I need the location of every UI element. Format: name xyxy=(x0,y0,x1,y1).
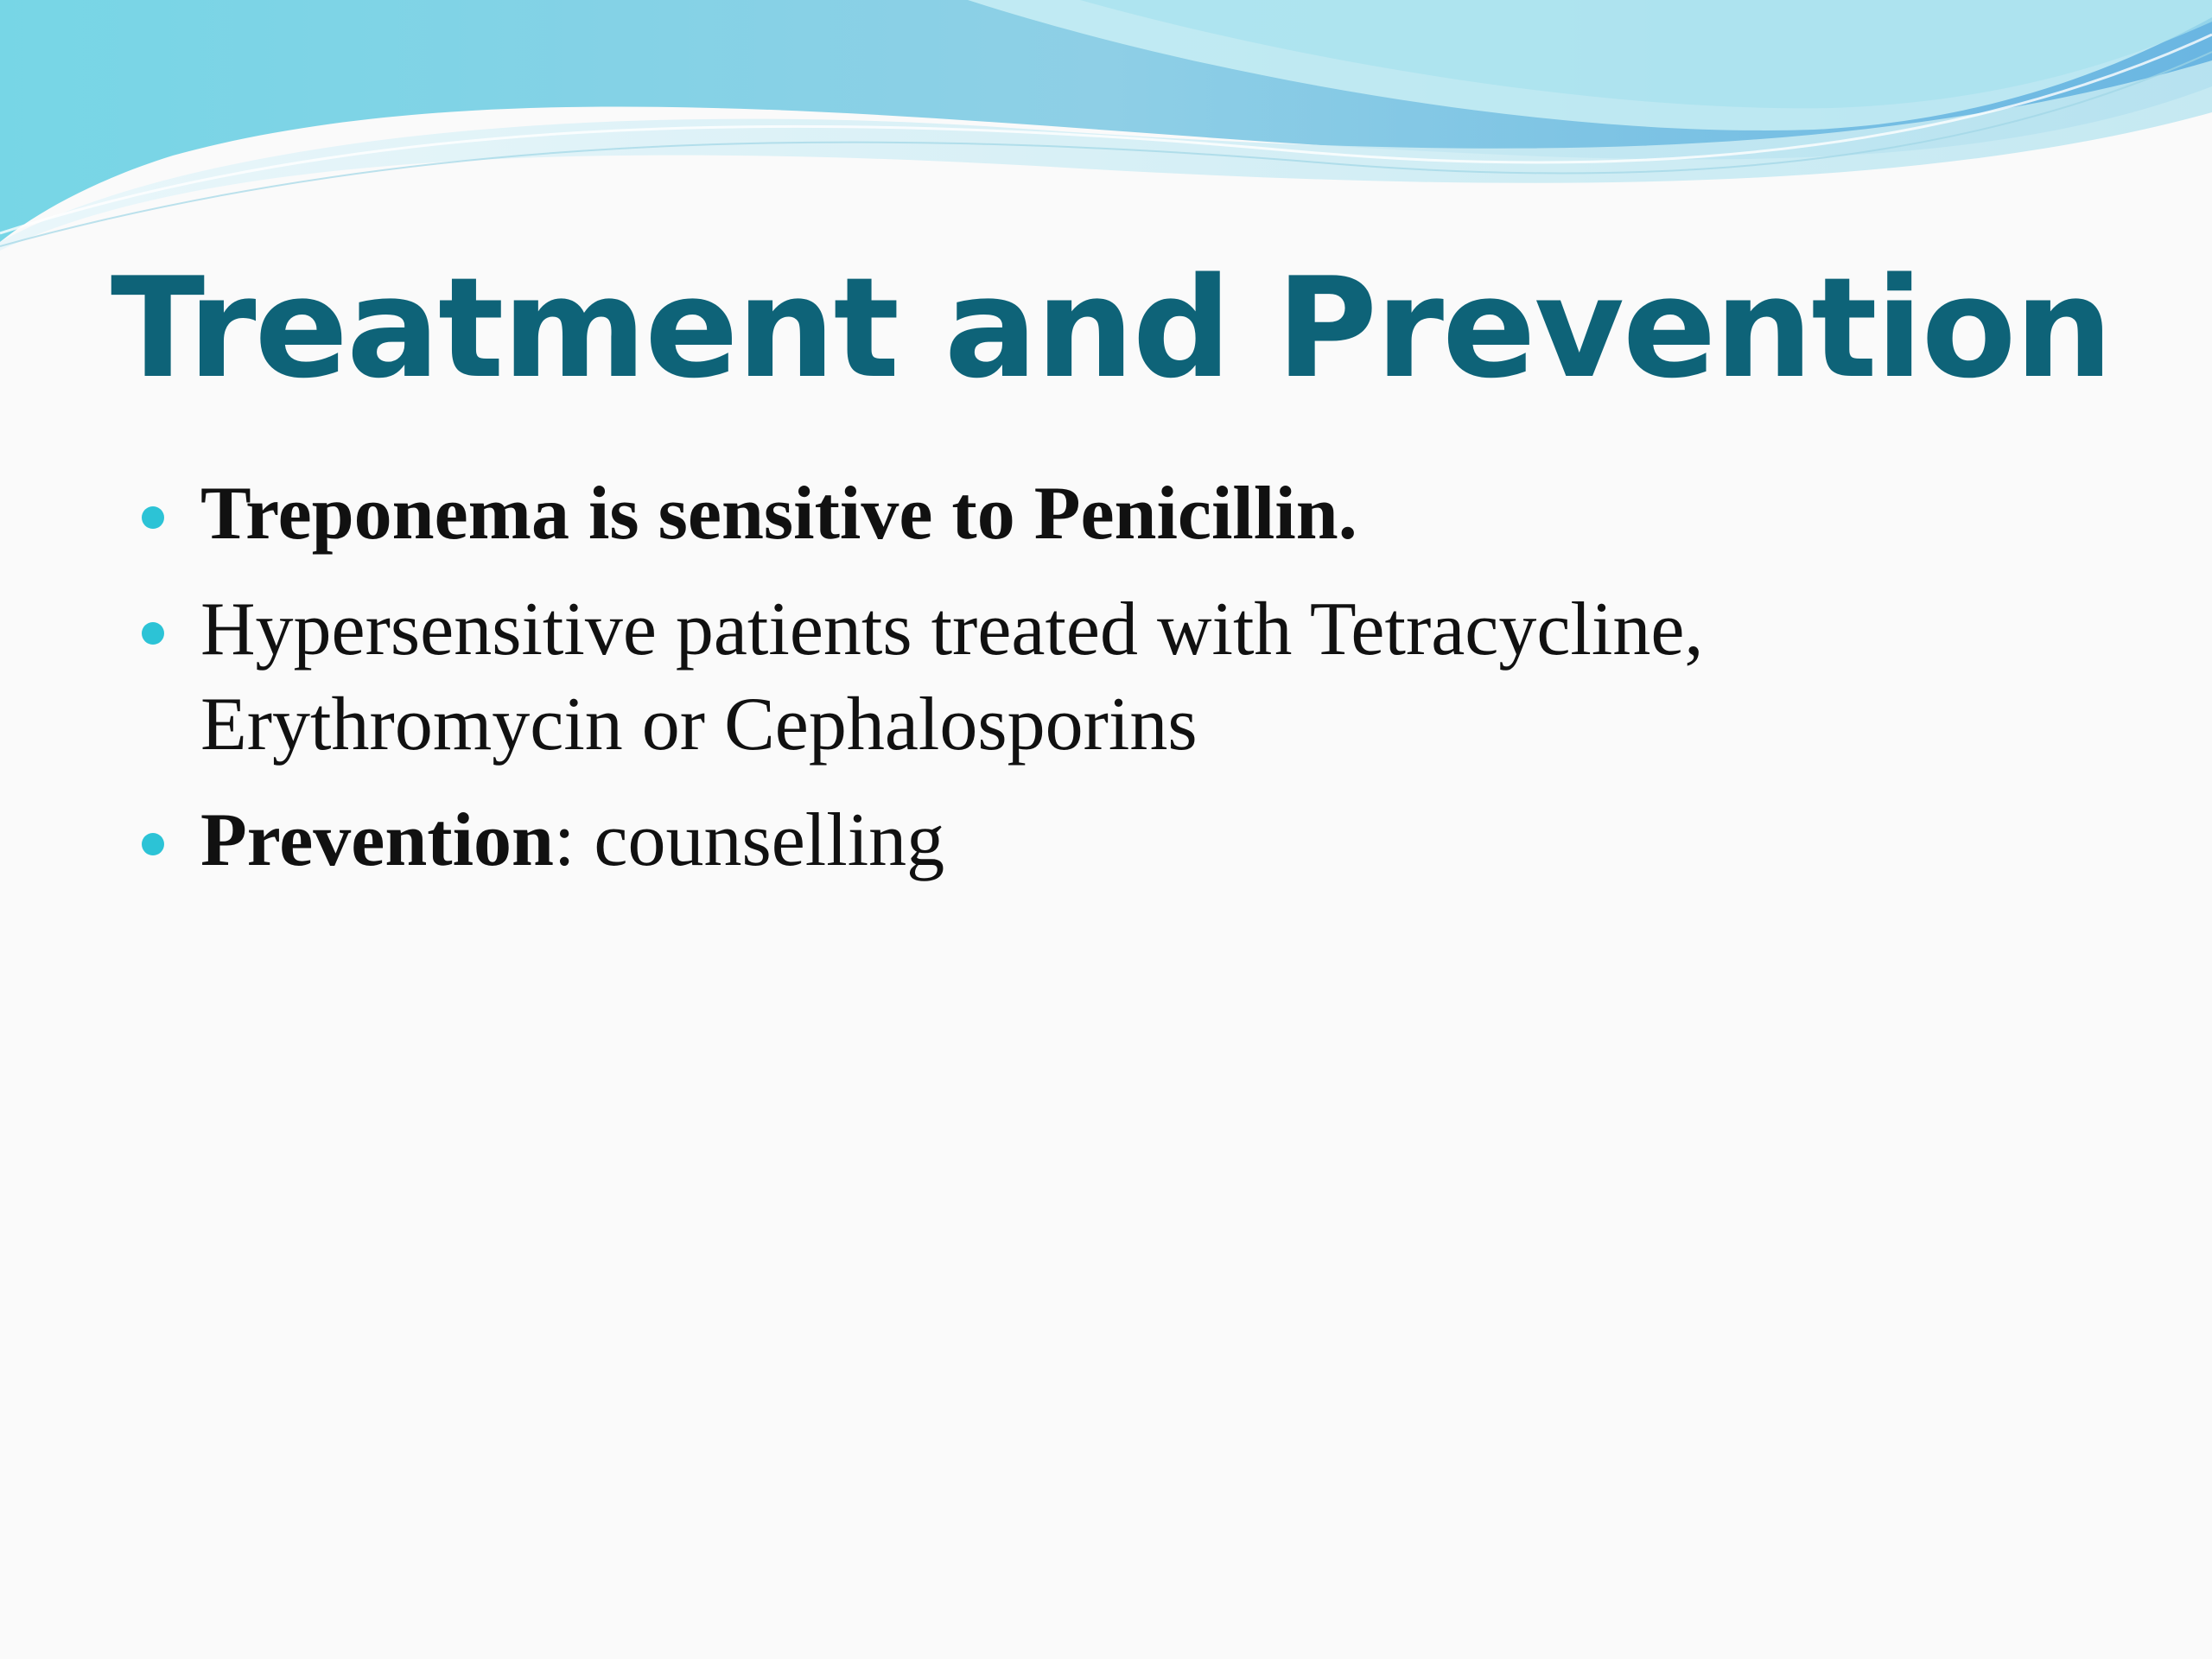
header-wave-decoration xyxy=(0,0,2212,276)
bullet-text: Hypersensitive patients treated with Tetracycline, Erythromycin or Cephalosporins xyxy=(200,588,1704,766)
bullet-text: : counselling xyxy=(553,798,945,882)
bullet-item xyxy=(138,467,2126,562)
bullet-item xyxy=(138,793,2126,888)
bullet-bold-text: Treponema is sensitive to Penicillin. xyxy=(200,472,1357,556)
bullet-icon xyxy=(142,622,164,645)
bullet-list xyxy=(138,467,2126,909)
bullet-icon xyxy=(142,833,164,855)
bullet-bold-text: Prevention xyxy=(200,798,554,882)
bullet-icon xyxy=(142,506,164,529)
bullet-item xyxy=(138,582,2126,772)
slide-title: Treatment and Prevention xyxy=(111,247,2112,409)
